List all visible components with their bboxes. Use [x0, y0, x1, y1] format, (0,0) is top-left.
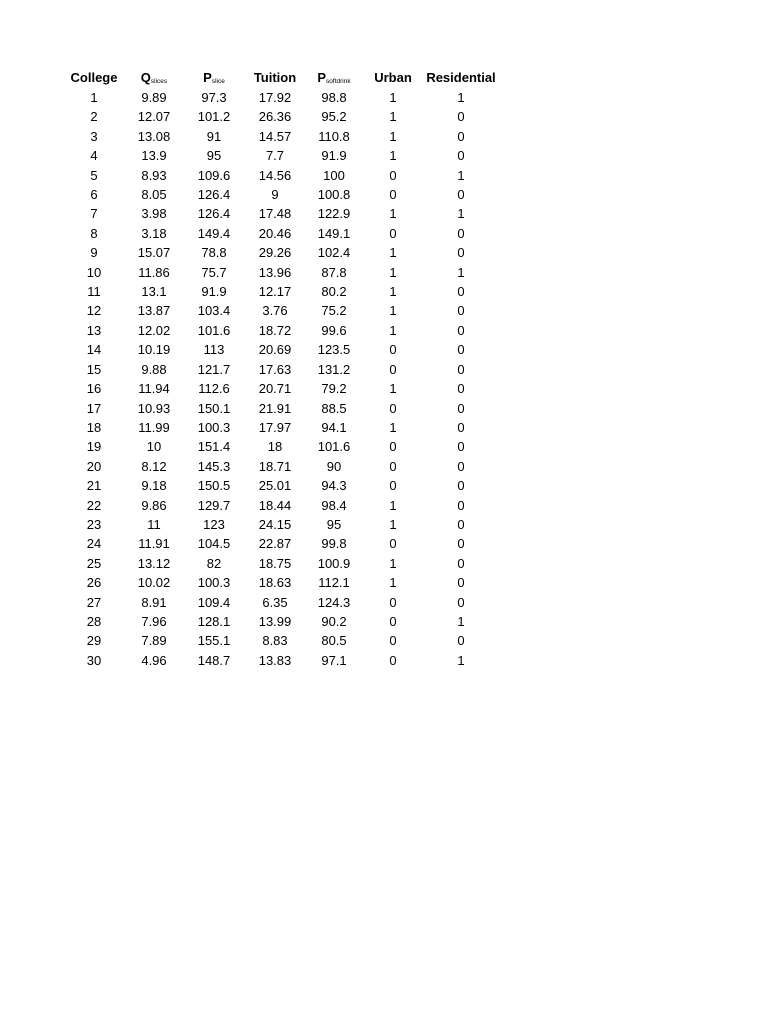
cell-residential: 0 [457, 419, 465, 435]
cell-urban: 0 [389, 594, 397, 610]
header-residential: Residential [426, 69, 496, 85]
cell-p-slice: 103.4 [197, 303, 231, 319]
cell-urban: 0 [389, 187, 397, 203]
cell-tuition: 6.35 [262, 594, 288, 610]
cell-urban: 1 [389, 148, 397, 164]
cell-urban: 0 [389, 225, 397, 241]
cell-q-slices: 7.89 [141, 633, 167, 649]
header-p-slice: $P_{slice}$ [203, 69, 225, 85]
cell-college: 13 [86, 322, 102, 338]
table-row [64, 418, 498, 437]
cell-college: 5 [90, 167, 98, 183]
cell-p-softdrink: 101.6 [317, 439, 351, 455]
cell-tuition: 26.36 [258, 109, 292, 125]
cell-college: 17 [86, 400, 102, 416]
cell-p-softdrink: 90.2 [321, 613, 347, 629]
cell-tuition: 20.46 [258, 225, 292, 241]
cell-college: 14 [86, 342, 102, 358]
cell-p-slice: 155.1 [197, 633, 231, 649]
cell-tuition: 18.63 [258, 575, 292, 591]
cell-residential: 1 [457, 206, 465, 222]
cell-q-slices: 12.07 [137, 109, 171, 125]
cell-tuition: 18.44 [258, 497, 292, 513]
cell-college: 30 [86, 652, 102, 668]
cell-college: 1 [90, 90, 98, 105]
cell-college: 10 [86, 264, 102, 280]
cell-p-softdrink: 112.1 [318, 575, 350, 591]
header-urban: Urban [374, 69, 412, 85]
cell-p-softdrink: 90 [326, 458, 342, 474]
cell-residential: 0 [457, 381, 465, 397]
table-row [64, 88, 498, 107]
cell-residential: 0 [457, 284, 465, 300]
cell-p-slice: 82 [206, 555, 222, 571]
cell-urban: 1 [389, 109, 397, 125]
cell-college: 27 [86, 594, 102, 610]
cell-q-slices: 9.88 [141, 361, 167, 377]
cell-college: 11 [87, 284, 101, 300]
table-row [64, 282, 498, 301]
cell-p-slice: 101.6 [197, 322, 231, 338]
cell-residential: 0 [457, 497, 465, 513]
cell-college: 8 [90, 225, 98, 241]
cell-q-slices: 12.02 [137, 322, 171, 338]
table-row [64, 204, 498, 223]
cell-college: 22 [86, 497, 102, 513]
cell-urban: 1 [389, 90, 397, 105]
cell-q-slices: 3.98 [141, 206, 167, 222]
table-row [64, 496, 498, 515]
cell-p-slice: 150.5 [197, 478, 231, 494]
cell-tuition: 17.63 [258, 361, 292, 377]
table-row [64, 612, 498, 631]
cell-p-softdrink: 124.3 [317, 594, 351, 610]
header-row [64, 67, 498, 88]
cell-p-softdrink: 95 [326, 516, 342, 532]
cell-p-slice: 100.3 [197, 419, 231, 435]
cell-tuition: 12.17 [258, 284, 292, 300]
cell-p-slice: 101.2 [197, 109, 231, 125]
cell-p-softdrink: 98.4 [321, 497, 347, 513]
cell-p-softdrink: 131.2 [317, 361, 351, 377]
cell-p-softdrink: 100 [323, 167, 345, 183]
table-row [64, 166, 498, 185]
cell-p-slice: 150.1 [197, 400, 231, 416]
cell-q-slices: 8.05 [141, 187, 167, 203]
cell-urban: 0 [389, 458, 397, 474]
cell-q-slices: 13.12 [137, 555, 171, 571]
cell-urban: 0 [389, 400, 397, 416]
cell-p-slice: 109.4 [197, 594, 231, 610]
cell-residential: 0 [457, 342, 465, 358]
table-row [64, 185, 498, 204]
cell-p-slice: 128.1 [197, 613, 231, 629]
table-row [64, 651, 498, 670]
table-row [64, 127, 498, 146]
cell-urban: 1 [389, 419, 397, 435]
cell-p-softdrink: 80.5 [321, 633, 347, 649]
cell-p-slice: 78.8 [201, 245, 227, 261]
cell-urban: 1 [389, 497, 397, 513]
table-row [64, 554, 498, 573]
cell-q-slices: 9.18 [141, 478, 167, 494]
cell-tuition: 13.99 [258, 613, 292, 629]
cell-p-softdrink: 79.2 [321, 381, 347, 397]
cell-p-slice: 104.5 [197, 536, 231, 552]
table-row [64, 263, 498, 282]
cell-tuition: 8.83 [262, 633, 288, 649]
cell-p-softdrink: 98.8 [321, 90, 347, 105]
cell-residential: 0 [457, 555, 465, 571]
cell-college: 16 [86, 381, 102, 397]
cell-residential: 0 [457, 400, 465, 416]
cell-q-slices: 11 [147, 516, 161, 532]
table-row [64, 534, 498, 553]
cell-residential: 0 [457, 478, 465, 494]
cell-urban: 1 [389, 555, 397, 571]
cell-urban: 1 [389, 245, 397, 261]
cell-residential: 0 [457, 536, 465, 552]
table-row [64, 107, 498, 126]
cell-tuition: 13.96 [258, 264, 292, 280]
header-q-slices: $Q_{slices}$ [140, 69, 168, 85]
cell-urban: 0 [389, 361, 397, 377]
cell-p-slice: 126.4 [197, 187, 231, 203]
cell-residential: 0 [457, 128, 465, 144]
cell-p-slice: 121.7 [197, 361, 231, 377]
cell-urban: 0 [389, 478, 397, 494]
table-row [64, 301, 498, 320]
cell-p-softdrink: 149.1 [317, 225, 351, 241]
cell-p-slice: 100.3 [197, 575, 231, 591]
cell-residential: 0 [457, 245, 465, 261]
cell-urban: 1 [389, 322, 397, 338]
cell-college: 3 [90, 128, 98, 144]
cell-college: 29 [86, 633, 102, 649]
cell-urban: 1 [389, 381, 397, 397]
cell-residential: 0 [457, 439, 465, 455]
header-college: College [70, 69, 118, 85]
cell-p-softdrink: 75.2 [321, 303, 347, 319]
cell-p-slice: 113 [203, 342, 225, 358]
cell-residential: 0 [457, 575, 465, 591]
cell-tuition: 24.15 [258, 516, 292, 532]
cell-college: 12 [86, 303, 102, 319]
cell-college: 7 [90, 206, 98, 222]
table-row [64, 437, 498, 456]
cell-urban: 1 [389, 303, 397, 319]
cell-college: 24 [86, 536, 102, 552]
cell-q-slices: 10.19 [137, 342, 171, 358]
table-body [64, 88, 498, 670]
cell-q-slices: 13.1 [141, 284, 167, 300]
cell-p-softdrink: 88.5 [321, 400, 347, 416]
cell-q-slices: 13.9 [141, 148, 167, 164]
cell-p-softdrink: 99.8 [321, 536, 347, 552]
cell-urban: 1 [389, 516, 397, 532]
cell-college: 15 [86, 361, 102, 377]
cell-q-slices: 11.86 [138, 264, 170, 280]
cell-p-softdrink: 102.4 [317, 245, 351, 261]
cell-p-slice: 95 [206, 148, 222, 164]
cell-q-slices: 10.93 [137, 400, 171, 416]
cell-residential: 0 [457, 187, 465, 203]
cell-residential: 0 [457, 361, 465, 377]
cell-p-slice: 91 [206, 128, 222, 144]
cell-tuition: 13.83 [258, 652, 292, 668]
cell-p-softdrink: 100.8 [317, 187, 351, 203]
table-row [64, 593, 498, 612]
table-row [64, 573, 498, 592]
cell-urban: 0 [389, 633, 397, 649]
table-row [64, 399, 498, 418]
cell-q-slices: 8.91 [141, 594, 167, 610]
cell-q-slices: 13.87 [137, 303, 171, 319]
cell-urban: 1 [389, 575, 397, 591]
cell-urban: 0 [389, 342, 397, 358]
cell-tuition: 22.87 [258, 536, 292, 552]
cell-p-softdrink: 94.3 [321, 478, 347, 494]
cell-residential: 0 [457, 633, 465, 649]
cell-p-softdrink: 99.6 [321, 322, 347, 338]
cell-p-slice: 129.7 [197, 497, 231, 513]
cell-p-slice: 112.6 [198, 381, 230, 397]
cell-p-softdrink: 80.2 [321, 284, 347, 300]
cell-tuition: 18.71 [258, 458, 292, 474]
cell-q-slices: 9.89 [141, 90, 167, 105]
cell-residential: 0 [457, 148, 465, 164]
cell-q-slices: 13.08 [137, 128, 171, 144]
cell-college: 26 [86, 575, 102, 591]
cell-p-slice: 75.7 [201, 264, 227, 280]
cell-p-slice: 126.4 [197, 206, 231, 222]
cell-tuition: 9 [271, 187, 279, 203]
cell-q-slices: 7.96 [141, 613, 167, 629]
cell-tuition: 14.56 [258, 167, 292, 183]
cell-urban: 1 [389, 128, 397, 144]
table-row [64, 457, 498, 476]
cell-tuition: 20.69 [258, 342, 292, 358]
cell-residential: 0 [457, 109, 465, 125]
cell-p-softdrink: 91.9 [321, 148, 347, 164]
cell-college: 28 [86, 613, 102, 629]
cell-residential: 1 [457, 264, 465, 280]
cell-p-slice: 151.4 [197, 439, 231, 455]
cell-residential: 0 [457, 303, 465, 319]
college-data-table [64, 67, 498, 670]
cell-residential: 0 [457, 594, 465, 610]
cell-q-slices: 8.12 [141, 458, 167, 474]
cell-college: 2 [90, 109, 98, 125]
cell-tuition: 21.91 [258, 400, 292, 416]
cell-p-softdrink: 122.9 [317, 206, 351, 222]
header-tuition: Tuition [253, 69, 297, 85]
cell-p-softdrink: 87.8 [321, 264, 347, 280]
cell-college: 4 [90, 148, 98, 164]
cell-college: 21 [86, 478, 102, 494]
cell-p-slice: 91.9 [201, 284, 227, 300]
cell-college: 20 [86, 458, 102, 474]
cell-college: 23 [86, 516, 102, 532]
cell-residential: 1 [457, 652, 465, 668]
cell-p-slice: 149.4 [197, 225, 231, 241]
cell-residential: 0 [457, 458, 465, 474]
cell-q-slices: 15.07 [137, 245, 171, 261]
table-header [64, 67, 498, 88]
cell-q-slices: 4.96 [141, 652, 167, 668]
cell-residential: 1 [457, 167, 465, 183]
cell-p-softdrink: 123.5 [317, 342, 351, 358]
cell-tuition: 17.92 [258, 90, 292, 105]
cell-residential: 0 [457, 322, 465, 338]
cell-residential: 0 [457, 225, 465, 241]
cell-tuition: 17.97 [258, 419, 292, 435]
cell-tuition: 29.26 [258, 245, 292, 261]
cell-p-softdrink: 110.8 [318, 128, 350, 144]
cell-q-slices: 9.86 [141, 497, 167, 513]
table-row [64, 243, 498, 262]
table-row [64, 321, 498, 340]
cell-q-slices: 10.02 [137, 575, 171, 591]
cell-p-slice: 109.6 [197, 167, 231, 183]
cell-college: 6 [90, 187, 98, 203]
table-row [64, 146, 498, 165]
cell-urban: 0 [389, 613, 397, 629]
cell-q-slices: 3.18 [141, 225, 167, 241]
table-row [64, 360, 498, 379]
cell-tuition: 25.01 [258, 478, 292, 494]
table-row [64, 340, 498, 359]
cell-p-slice: 97.3 [201, 90, 227, 105]
cell-urban: 1 [389, 284, 397, 300]
table-row [64, 515, 498, 534]
cell-tuition: 20.71 [258, 381, 292, 397]
cell-urban: 1 [389, 206, 397, 222]
cell-residential: 0 [457, 516, 465, 532]
cell-p-softdrink: 100.9 [317, 555, 351, 571]
cell-p-softdrink: 95.2 [321, 109, 347, 125]
table-row [64, 379, 498, 398]
cell-urban: 0 [389, 536, 397, 552]
cell-urban: 0 [389, 439, 397, 455]
cell-tuition: 17.48 [258, 206, 292, 222]
cell-tuition: 18.72 [258, 322, 292, 338]
cell-p-slice: 148.7 [197, 652, 231, 668]
cell-college: 18 [86, 419, 102, 435]
header-p-softdrink: $P_{softdrink}$ [317, 69, 351, 85]
cell-q-slices: 8.93 [141, 167, 167, 183]
cell-college: 9 [90, 245, 98, 261]
cell-urban: 0 [389, 167, 397, 183]
table-row [64, 224, 498, 243]
cell-urban: 1 [389, 264, 397, 280]
cell-q-slices: 11.94 [138, 381, 170, 397]
cell-tuition: 14.57 [258, 128, 292, 144]
cell-p-slice: 123 [203, 516, 225, 532]
cell-p-softdrink: 94.1 [321, 419, 347, 435]
cell-residential: 1 [457, 613, 465, 629]
cell-urban: 0 [389, 652, 397, 668]
cell-tuition: 7.7 [265, 148, 285, 164]
cell-tuition: 18.75 [258, 555, 292, 571]
table-row [64, 476, 498, 495]
cell-tuition: 18 [267, 439, 283, 455]
cell-p-slice: 145.3 [197, 458, 231, 474]
cell-residential: 1 [457, 90, 465, 105]
cell-college: 19 [86, 439, 102, 455]
cell-p-softdrink: 97.1 [321, 652, 347, 668]
cell-q-slices: 11.91 [138, 536, 170, 552]
cell-college: 25 [86, 555, 102, 571]
cell-q-slices: 11.99 [138, 419, 170, 435]
table-row [64, 631, 498, 650]
cell-q-slices: 10 [146, 439, 162, 455]
cell-tuition: 3.76 [262, 303, 288, 319]
